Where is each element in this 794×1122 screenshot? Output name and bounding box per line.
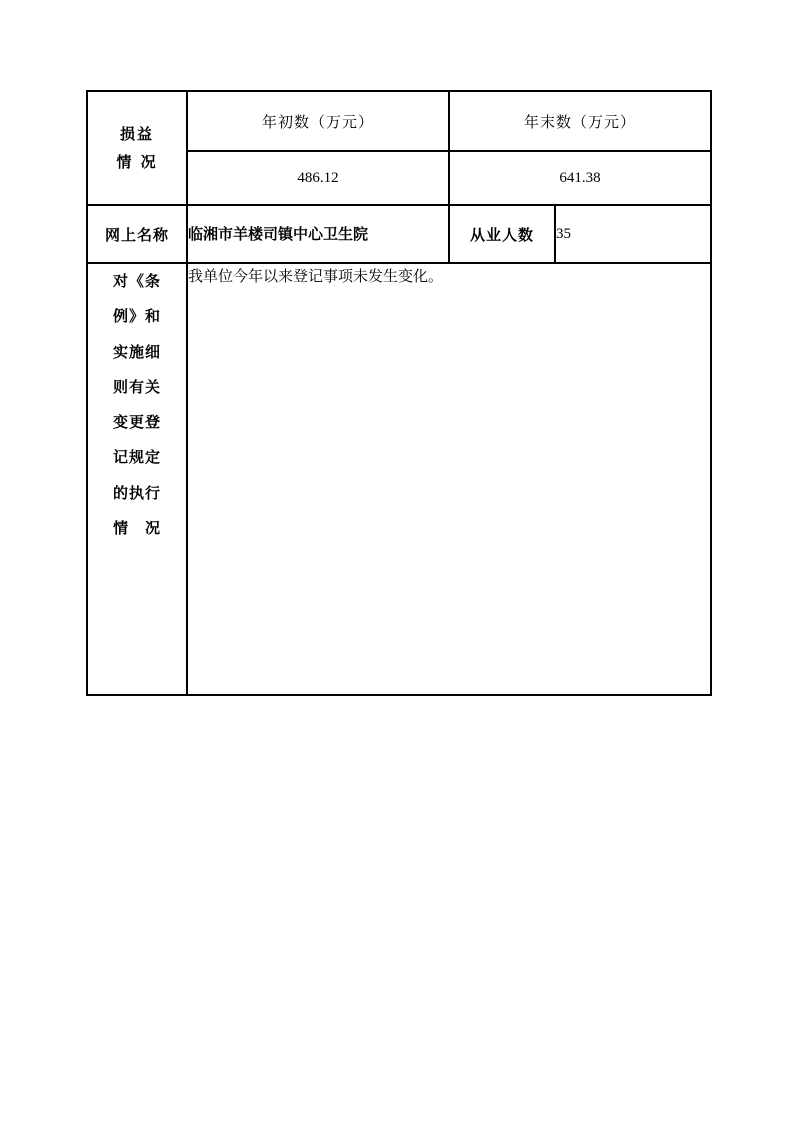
begin-amount-value: 486.12 [187,151,449,205]
regulation-label [87,263,187,695]
registration-form-table [86,90,712,696]
regulation-label-line-1: 例》和 [112,307,161,326]
table-row-regulation [87,263,711,695]
end-amount-header: 年末数（万元） [449,91,711,151]
regulation-label-line-2: 实施细 [112,342,161,361]
staff-cell [449,205,711,263]
profit-loss-label [87,91,187,205]
online-name-label: 网上名称 [87,205,187,263]
table-row-online-name [87,205,711,263]
regulation-label-line-3: 则有关 [112,377,161,396]
end-amount-value: 641.38 [449,151,711,205]
staff-count-value: 35 [556,225,571,242]
regulation-label-line-0: 对《条 [112,272,161,290]
begin-amount-header: 年初数（万元） [187,91,449,151]
regulation-label-line-4: 变更登 [112,413,161,431]
online-name-value: 临湘市羊楼司镇中心卫生院 [187,205,449,263]
staff-count-label: 从业人数 [450,206,555,262]
profit-loss-label-line1: 损益 [119,124,154,143]
staff-inner-table [450,206,710,262]
regulation-label-line-5: 记规定 [112,448,161,467]
regulation-label-line-7: 情 况 [112,518,161,537]
table-row-profit-loss-header [87,91,711,151]
profit-loss-label-line2: 情 况 [116,153,158,171]
regulation-label-line-6: 的执行 [112,483,161,502]
regulation-content: 我单位今年以来登记事项未发生变化。 [187,263,711,695]
